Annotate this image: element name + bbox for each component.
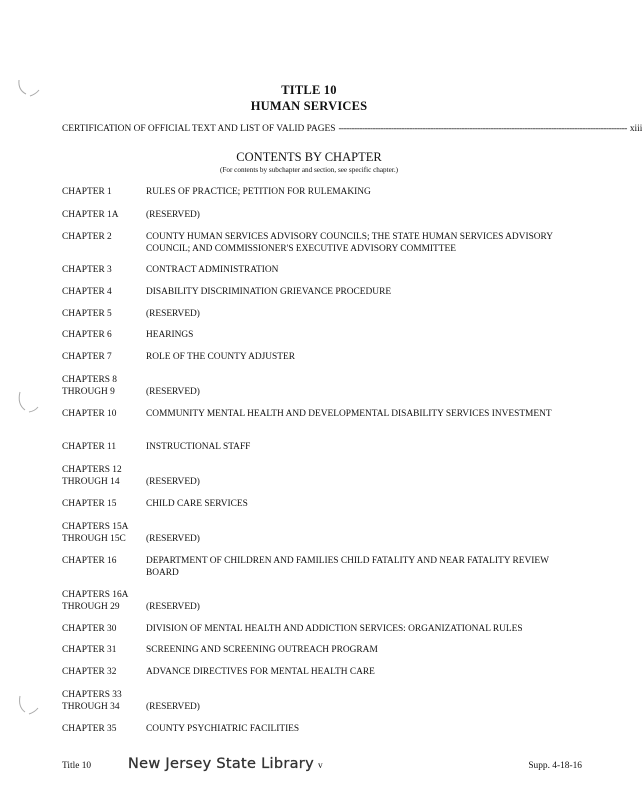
chapter-title: COUNTY HUMAN SERVICES ADVISORY COUNCILS; THE STATE HUMAN SERVICES ADVISORY COUNCIL; AND COMMISSIONER'S EXECUTIVE ADVISORY COMMITTEE xyxy=(146,232,553,254)
chapter-label: CHAPTER 10 xyxy=(62,409,117,419)
chapter-label: CHAPTER 30 xyxy=(62,624,117,634)
chapter-title: (RESERVED) xyxy=(146,702,200,712)
chapter-label: CHAPTER 15 xyxy=(62,499,117,509)
document-title xyxy=(0,82,618,114)
chapter-label: CHAPTER 4 xyxy=(62,287,112,297)
chapter-title: CONTRACT ADMINISTRATION xyxy=(146,265,279,275)
chapter-title: HEARINGS xyxy=(146,330,194,340)
chapter-title: RULES OF PRACTICE; PETITION FOR RULEMAKING xyxy=(146,187,371,197)
chapter-title: (RESERVED) xyxy=(146,477,200,487)
chapter-title: DEPARTMENT OF CHILDREN AND FAMILIES CHILD FATALITY AND NEAR FATALITY REVIEW BOARD xyxy=(146,556,549,578)
chapter-range-start: CHAPTERS 33 xyxy=(62,690,122,700)
punch-hole-mark xyxy=(16,690,42,718)
chapter-title: (RESERVED) xyxy=(146,534,200,544)
chapter-label: THROUGH 15C xyxy=(62,534,126,544)
chapter-label: CHAPTER 35 xyxy=(62,724,117,734)
chapter-title: (RESERVED) xyxy=(146,602,200,612)
chapter-label: CHAPTER 1A xyxy=(62,210,119,220)
chapter-label: THROUGH 9 xyxy=(62,387,115,397)
chapter-label: CHAPTER 5 xyxy=(62,309,112,319)
chapter-label: CHAPTER 32 xyxy=(62,667,117,677)
chapter-label: CHAPTER 11 xyxy=(62,442,117,452)
chapter-label: THROUGH 29 xyxy=(62,602,120,612)
title-name: HUMAN SERVICES xyxy=(250,99,368,113)
title-number: TITLE 10 xyxy=(281,83,337,97)
chapter-label: THROUGH 34 xyxy=(62,702,120,712)
certification-line xyxy=(62,124,642,134)
chapter-range-start: CHAPTERS 12 xyxy=(62,465,122,475)
dot-leader: -------------------------------------------------------------------------------------------------------------- xyxy=(338,124,627,134)
chapter-title: CHILD CARE SERVICES xyxy=(146,499,248,509)
contents-note: (For contents by subchapter and section, see specific chapter.) xyxy=(219,166,399,174)
chapter-title: ADVANCE DIRECTIVES FOR MENTAL HEALTH CARE xyxy=(146,667,375,677)
chapter-title: (RESERVED) xyxy=(146,387,200,397)
chapter-label: CHAPTER 7 xyxy=(62,352,112,362)
chapter-label: CHAPTER 31 xyxy=(62,645,117,655)
chapter-label: CHAPTER 16 xyxy=(62,556,117,566)
chapter-label: CHAPTER 1 xyxy=(62,187,112,197)
page-footer xyxy=(62,756,582,779)
footer-title: Title 10 xyxy=(62,761,92,771)
chapter-title: COMMUNITY MENTAL HEALTH AND DEVELOPMENTAL DISABILITY SERVICES INVESTMENT xyxy=(146,409,552,419)
chapter-range-start: CHAPTERS 15A xyxy=(62,522,129,532)
chapter-label: CHAPTER 3 xyxy=(62,265,112,275)
supplement-date: Supp. 4-18-16 xyxy=(528,761,582,771)
chapter-range-start: CHAPTERS 8 xyxy=(62,375,117,385)
chapter-range-start: CHAPTERS 16A xyxy=(62,590,129,600)
chapter-label: CHAPTER 2 xyxy=(62,232,112,242)
library-stamp: New Jersey State Library xyxy=(128,756,314,772)
chapter-title: (RESERVED) xyxy=(146,210,200,220)
chapter-title: COUNTY PSYCHIATRIC FACILITIES xyxy=(146,724,300,734)
page-number: v xyxy=(318,761,323,771)
certification-page: xiii xyxy=(629,124,642,134)
chapter-label: CHAPTER 6 xyxy=(62,330,112,340)
chapter-title: INSTRUCTIONAL STAFF xyxy=(146,442,251,452)
chapter-title: (RESERVED) xyxy=(146,309,200,319)
chapter-title: DIVISION OF MENTAL HEALTH AND ADDICTION SERVICES: ORGANIZATIONAL RULES xyxy=(146,624,523,634)
punch-hole-mark xyxy=(16,388,42,416)
chapter-title: DISABILITY DISCRIMINATION GRIEVANCE PROCEDURE xyxy=(146,287,392,297)
chapter-title: ROLE OF THE COUNTY ADJUSTER xyxy=(146,352,295,362)
certification-text: CERTIFICATION OF OFFICIAL TEXT AND LIST OF VALID PAGES xyxy=(62,124,336,134)
chapter-label: THROUGH 14 xyxy=(62,477,120,487)
chapter-title: SCREENING AND SCREENING OUTREACH PROGRAM xyxy=(146,645,378,655)
contents-heading: CONTENTS BY CHAPTER xyxy=(236,150,382,164)
